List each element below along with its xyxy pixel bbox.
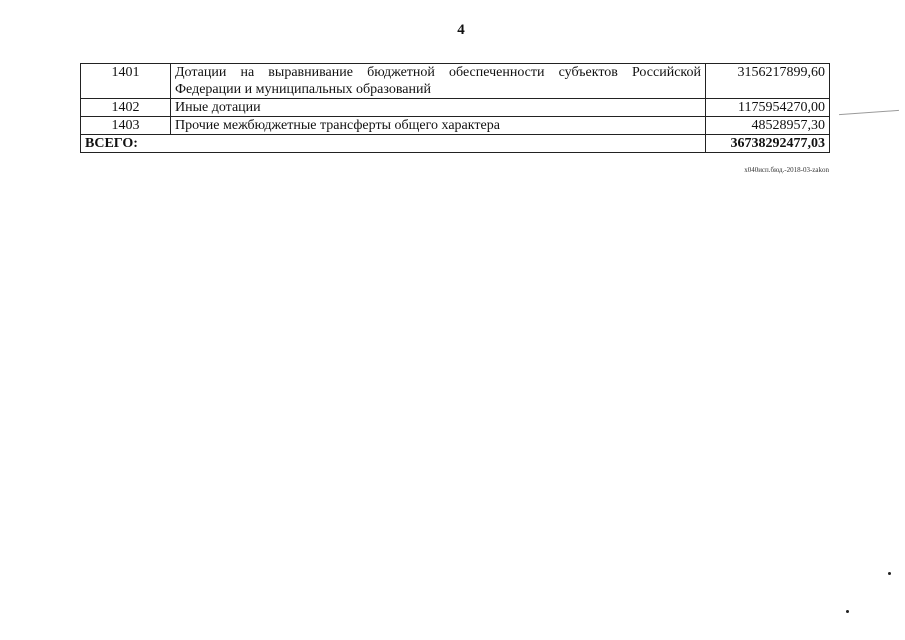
table-row <box>81 99 830 117</box>
row-amount: 1175954270,00 <box>706 99 830 117</box>
row-code: 1401 <box>81 64 171 99</box>
row-code: 1402 <box>81 99 171 117</box>
table-row <box>81 117 830 135</box>
row-name: Прочие межбюджетные трансферты общего характера <box>171 117 706 135</box>
document-reference: x040исп.бюд.-2018-03-zakon <box>744 166 829 174</box>
page-number: 4 <box>457 22 465 38</box>
budget-table <box>80 63 830 153</box>
row-name: Иные дотации <box>171 99 706 117</box>
total-amount: 36738292477,03 <box>706 135 830 153</box>
scan-margin-mark <box>839 110 899 115</box>
scan-speck <box>888 572 891 575</box>
scan-speck <box>846 610 849 613</box>
total-row <box>81 135 830 153</box>
total-label: ВСЕГО: <box>81 135 706 153</box>
row-amount: 3156217899,60 <box>706 64 830 99</box>
row-code: 1403 <box>81 117 171 135</box>
row-amount: 48528957,30 <box>706 117 830 135</box>
table-row <box>81 64 830 99</box>
row-name: Дотации на выравнивание бюджетной обеспеченности субъектов Российской Федерации и муниципальных образований <box>171 64 706 99</box>
